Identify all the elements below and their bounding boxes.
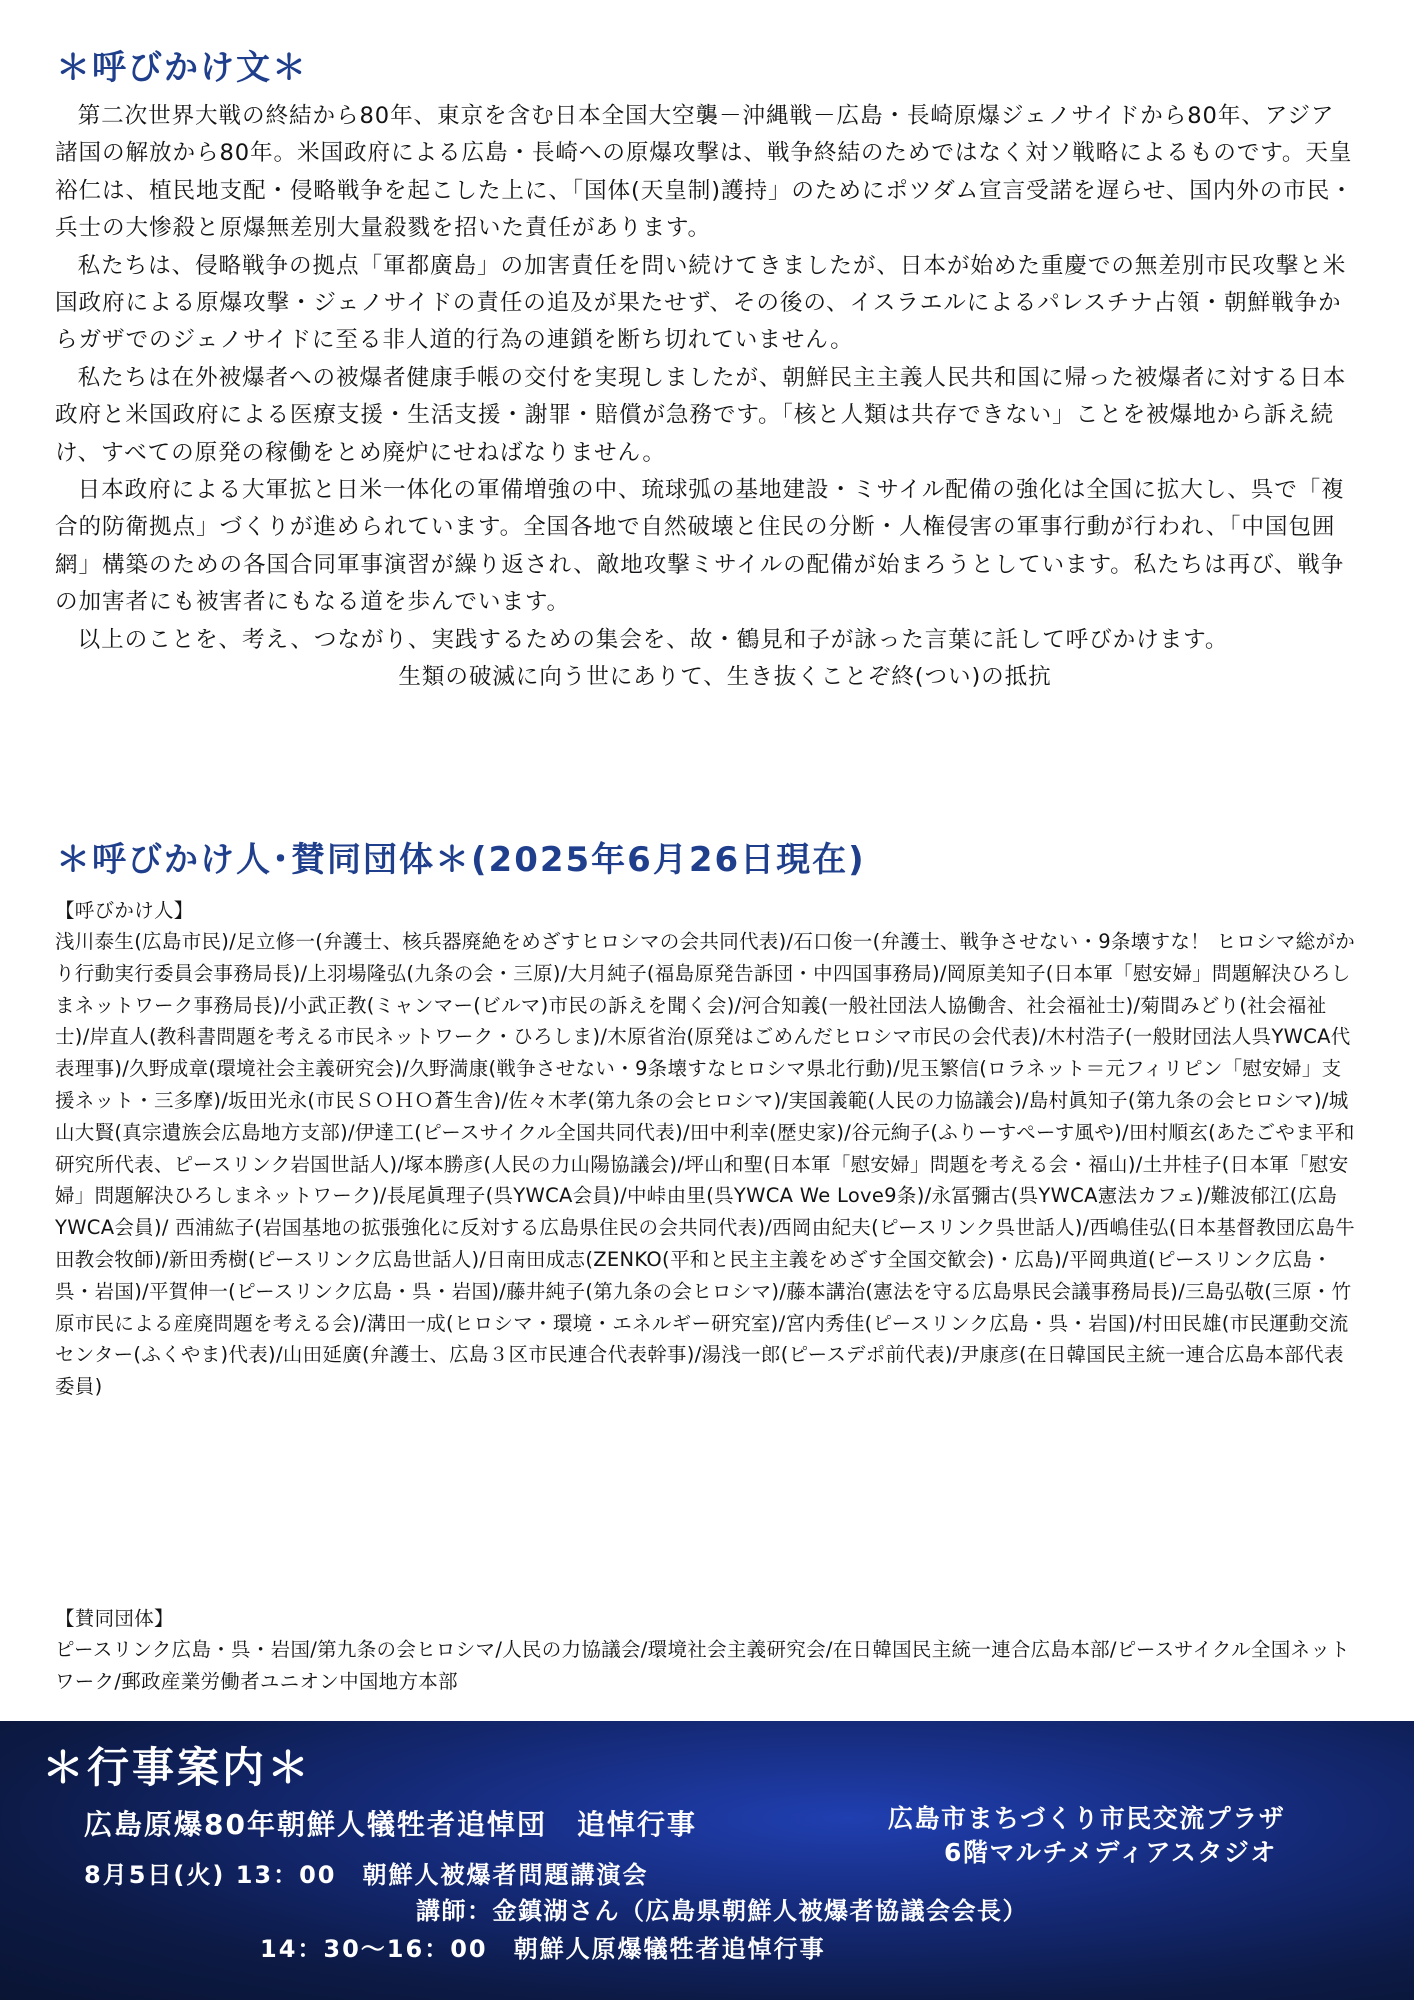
- event-schedule-2: 14：30〜16：00 朝鮮人原爆犠牲者追悼行事: [260, 1935, 826, 1963]
- call-paragraph: 私たちは在外被爆者への被爆者健康手帳の交付を実現しましたが、朝鮮民主主義人民共和国に帰った被爆者に対する日本政府と米国政府による医療支援・生活支援・謝罪・賠償が急務です。「核と人類は共存できない」ことを被爆地から訴え続け、すべての原発の稼働をとめ廃炉にせねばなりません。: [55, 364, 1347, 466]
- event-lecturer: 講師：金鎮湖さん（広島県朝鮮人被爆者協議会会長）: [416, 1897, 1028, 1925]
- event-heading: ＊行事案内＊: [42, 1743, 313, 1792]
- event-title: 広島原爆80年朝鮮人犠牲者追悼団 追悼行事: [84, 1808, 697, 1841]
- call-paragraph: 以上のことを、考え、つながり、実践するための集会を、故・鶴見和子が詠った言葉に託して呼びかけます。: [77, 626, 1229, 653]
- proposers-label: 【呼びかけ人】: [55, 899, 194, 922]
- supporters-list: ピースリンク広島・呉・岩国/第九条の会ヒロシマ/人民の力協議会/環境社会主義研究会/在日韓国民主統一連合広島本部/ピースサイクル全国ネットワーク/郵政産業労働者ユニオン中国地方本部: [55, 1638, 1350, 1693]
- call-paragraph: 第二次世界大戦の終結から80年、東京を含む日本全国大空襲－沖縄戦－広島・長崎原爆ジェノサイドから80年、アジア諸国の解放から80年。米国政府による広島・長崎への原爆攻撃は、戦争終結のためではなく対ソ戦略によるものです。天皇裕仁は、植民地支配・侵略戦争を起こした上に、「国体(天皇制)護持」のためにポツダム宣言受諾を遅らせ、国内外の市民・兵士の大惨殺と原爆無差別大量殺戮を招いた責任があります。: [55, 103, 1354, 242]
- event-schedule-1: 8月5日(火) 13：00 朝鮮人被爆者問題講演会: [84, 1861, 649, 1889]
- event-panel: [0, 1721, 1414, 2000]
- poem-line: 生類の破滅に向う世にありて、生き抜くことぞ終(つい)の抵抗: [398, 664, 1052, 691]
- call-body: [55, 98, 1355, 697]
- call-heading: ＊呼びかけ文＊: [56, 48, 308, 88]
- supporters-label: 【賛同団体】: [55, 1607, 174, 1630]
- event-venue: 広島市まちづくり市民交流プラザ: [888, 1804, 1286, 1833]
- event-venue-room: 6階マルチメディアスタジオ: [944, 1838, 1277, 1867]
- signers-heading: ＊呼びかけ人･賛同団体＊(2025年6月26日現在): [56, 840, 866, 880]
- proposers-list: 浅川泰生(広島市民)/足立修一(弁護士、核兵器廃絶をめざすヒロシマの会共同代表)/石口俊一(弁護士、戦争させない・9条壊すな！ ヒロシマ総がかり行動実行委員会事務局長)/上羽場隆弘(九条の会・三原)/大月純子(福島原発告訴団・中四国事務局)/岡原美知子(日本軍「慰安婦」問題解決ひろしまネットワーク事務局長)/小武正教(ミャンマー(ビルマ)市民の訴えを聞く会)/河合知義(一般社団法人協働舎、社会福祉士)/菊間みどり(社会福祉士)/岸直人(教科書問題を考える市民ネットワーク・ひろしま)/木原省治(原発はごめんだヒロシマ市民の会代表)/木村浩子(一般財団法人呉YWCA代表理事)/久野成章(環境社会主義研究会)/久野満康(戦争させない・9条壊すなヒロシマ県北行動)/児玉繁信(ロラネット＝元フィリピン「慰安婦」支援ネット・三多摩)/坂田光永(市民ＳＯＨＯ蒼生舎)/佐々木孝(第九条の会ヒロシマ)/実国義範(人民の力協議会)/島村眞知子(第九条の会ヒロシマ)/城山大賢(真宗遺族会広島地方支部)/伊達工(ピースサイクル全国共同代表)/田中利幸(歴史家)/谷元絢子(ふりーすぺーす風や)/田村順玄(あたごやま平和研究所代表、ピースリンク岩国世話人)/塚本勝彦(人民の力山陽協議会)/坪山和聖(日本軍「慰安婦」問題を考える会・福山)/土井桂子(日本軍「慰安婦」問題解決ひろしまネットワーク)/長尾眞理子(呉YWCA会員)/中峠由里(呉YWCA We Love9条)/永冨彌古(呉YWCA憲法カフェ)/難波郁江(広島YWCA会員)/ 西浦紘子(岩国基地の拡張強化に反対する広島県住民の会共同代表)/西岡由紀夫(ピースリンク呉世話人)/西嶋佳弘(日本基督教団広島牛田教会牧師)/新田秀樹(ピースリンク広島世話人)/日南田成志(ZENKO(平和と民主主義をめざす全国交歓会)・広島)/平岡典道(ピースリンク広島・呉・岩国)/平賀伸一(ピースリンク広島・呉・岩国)/藤井純子(第九条の会ヒロシマ)/藤本講治(憲法を守る広島県民会議事務局長)/三島弘敬(三原・竹原市民による産廃問題を考える会)/溝田一成(ヒロシマ・環境・エネルギー研究室)/宮内秀佳(ピースリンク広島・呉・岩国)/村田民雄(市民運動交流センター(ふくやま)代表)/山田延廣(弁護士、広島３区市民連合代表幹事)/湯浅一郎(ピースデポ前代表)/尹康彦(在日韓国民主統一連合広島本部代表委員): [55, 930, 1356, 1399]
- call-paragraph: 日本政府による大軍拡と日米一体化の軍備増強の中、琉球弧の基地建設・ミサイル配備の強化は全国に拡大し、呉で「複合的防衛拠点」づくりが進められています。全国各地で自然破壊と住民の分断・人権侵害の軍事行動が行われ、「中国包囲網」構築のための各国合同軍事演習が繰り返され、敵地攻撃ミサイルの配備が始まろうとしています。私たちは再び、戦争の加害者にも被害者にもなる道を歩んでいます。: [55, 477, 1345, 616]
- call-paragraph: 私たちは、侵略戦争の拠点「軍都廣島」の加害責任を問い続けてきましたが、日本が始めた重慶での無差別市民攻撃と米国政府による原爆攻撃・ジェノサイドの責任の追及が果たせず、その後の、イスラエルによるパレスチナ占領・朝鮮戦争からガザでのジェノサイドに至る非人道的行為の連鎖を断ち切れていません。: [55, 252, 1347, 354]
